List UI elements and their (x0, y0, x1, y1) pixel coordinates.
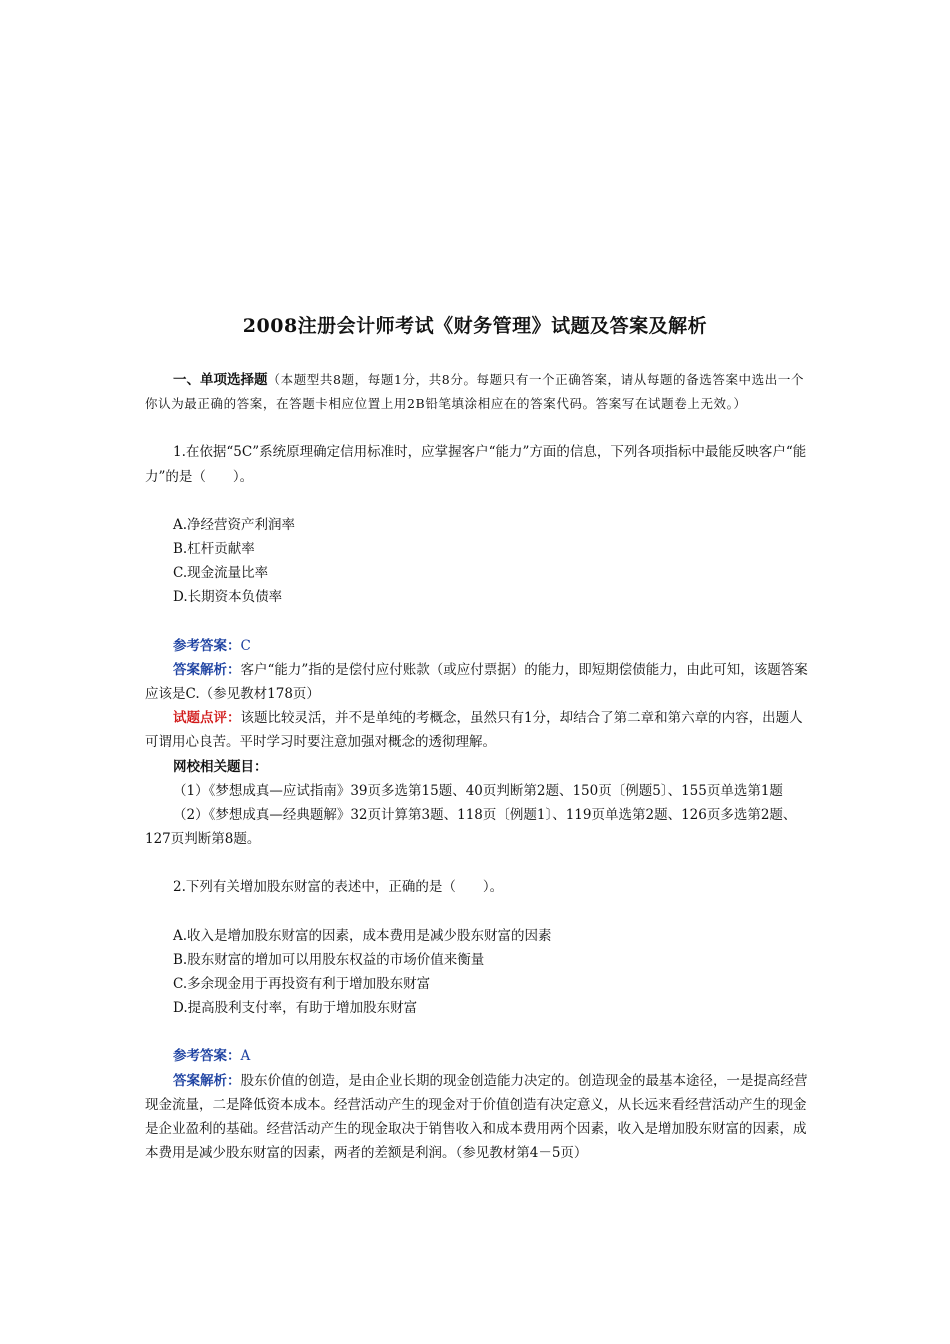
q1-answer (145, 634, 810, 658)
q1-related-item-2: （2）《梦想成真—经典题解》32页计算第3题、118页〔例题1〕、119页单选第2题、126页多选第2题、127页判断第8题。 (145, 807, 797, 848)
q2-option-c: C.多余现金用于再投资有利于增加股东财富 (173, 976, 431, 993)
question-2-stem: 2.下列有关增加股东财富的表述中，正确的是（ ）。 (173, 879, 504, 896)
related-label: 网校相关题目： (173, 758, 268, 775)
comment-label: 试题点评： (173, 710, 241, 727)
q1-option-a: A.净经营资产利润率 (173, 516, 296, 533)
answer-value: A (240, 1048, 251, 1065)
section-lead: 一、单项选择题 (173, 372, 268, 388)
comment-text: 该题比较灵活，并不是单纯的考概念，虽然只有1分，却结合了第二章和第六章的内容，出题人可谓用心良苦。平时学习时要注意加强对概念的透彻理解。 (145, 710, 803, 751)
q1-related-item-1: （1）《梦想成真—应试指南》39页多选第15题、40页判断第2题、150页〔例题5〕、155页单选第1题 (173, 782, 783, 799)
page-title: 2008注册会计师考试《财务管理》试题及答案及解析 (242, 315, 708, 337)
answer-value: C (240, 637, 251, 654)
q1-option-b: B.杠杆贡献率 (173, 541, 255, 558)
analysis-label: 答案解析： (173, 1072, 241, 1089)
q2-analysis (145, 1069, 810, 1166)
answer-label: 参考答案： (173, 637, 241, 654)
analysis-label: 答案解析： (173, 661, 241, 678)
section-header (145, 368, 810, 416)
q1-analysis (145, 658, 810, 706)
question-1-stem: 1.在依据“5C”系统原理确定信用标准时，应掌握客户“能力”方面的信息，下列各项指标中最能反映客户“能力”的是（ ）。 (145, 444, 807, 485)
section-note: （本题型共8题，每题1分，共8分。每题只有一个正确答案，请从每题的备选答案中选出一个你认为最正确的答案，在答题卡相应位置上用2B铅笔填涂相应在的答案代码。答案写在试题卷上无效。） (145, 372, 805, 412)
q2-option-b: B.股东财富的增加可以用股东权益的市场价值来衡量 (173, 951, 485, 968)
q1-option-d: D.长期资本负债率 (173, 589, 283, 606)
q1-option-c: C.现金流量比率 (173, 565, 269, 582)
q1-comment (145, 706, 810, 754)
document-body (145, 368, 810, 1165)
q2-option-d: D.提高股利支付率，有助于增加股东财富 (173, 1000, 418, 1017)
analysis-text: 股东价值的创造，是由企业长期的现金创造能力决定的。创造现金的最基本途径，一是提高经营现金流量，二是降低资本成本。经营活动产生的现金对于价值创造有决定意义，从长远来看经营活动产生的现金是企业盈利的基础。经营活动产生的现金取决于销售收入和成本费用两个因素，收入是增加股东财富的因素，成本费用是减少股东财富的因素，两者的差额是利润。（参见教材第4－5页） (145, 1072, 808, 1162)
analysis-text: 客户“能力”指的是偿付应付账款（或应付票据）的能力，即短期偿债能力，由此可知，该题答案应该是C.（参见教材178页） (145, 661, 808, 703)
q2-option-a: A.收入是增加股东财富的因素，成本费用是减少股东财富的因素 (173, 927, 552, 944)
answer-label: 参考答案： (173, 1048, 241, 1065)
q2-answer (145, 1044, 810, 1068)
q1-related-heading (145, 755, 810, 779)
